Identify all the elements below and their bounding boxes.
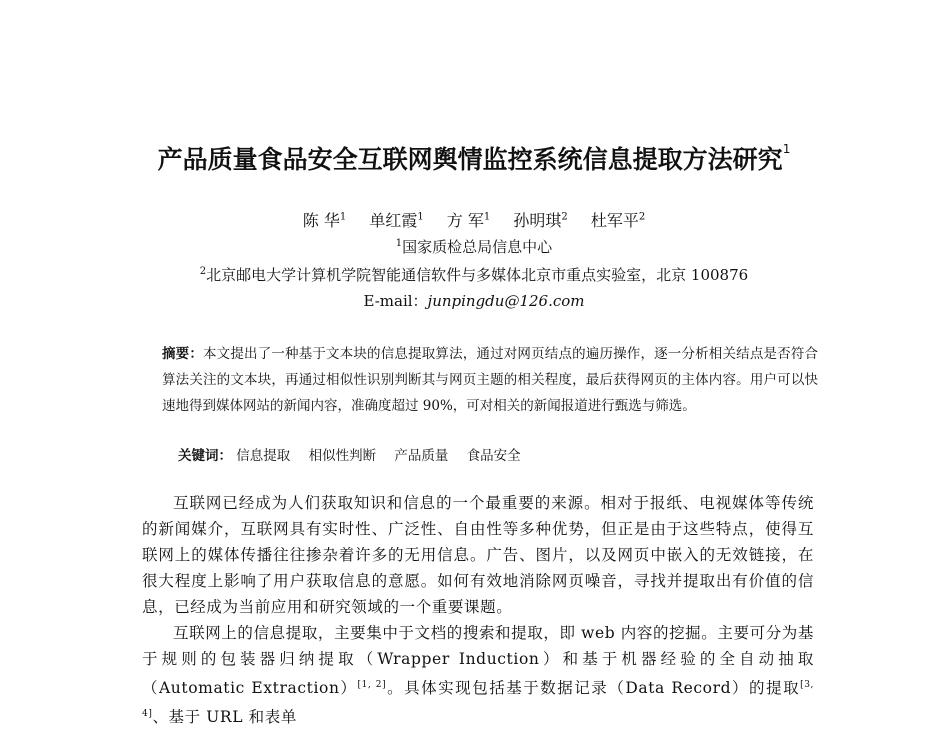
- abstract-text: 本文提出了一种基于文本块的信息提取算法，通过对网页结点的遍历操作，逐一分析相关结点是否符合算法关注的文本块，再通过相似性识别判断其与网页主题的相关程度，最后获得网页的主体内容。用户可以快速地得到媒体网站的新闻内容，准确度超过 90%，可对相关的新闻报道进行甄选与筛选。: [162, 346, 819, 414]
- paper-title: [0, 140, 948, 176]
- citation: [1, 2]: [357, 680, 387, 690]
- abstract-label: 摘要：: [162, 346, 204, 362]
- keyword: 食品安全: [466, 448, 521, 464]
- author: 单红霞$^1$: [369, 211, 424, 230]
- email-address: junpingdu@126.com: [427, 292, 585, 310]
- title-footnote-mark: 1: [782, 141, 791, 156]
- author-list: [0, 208, 948, 231]
- author: 杜军平$^2$: [590, 211, 646, 230]
- email-line: [0, 290, 948, 311]
- keyword: 信息提取: [236, 448, 291, 464]
- paragraph-2: 互联网上的信息提取，主要集中于文档的搜索和提取，即 web 内容的挖掘。主要可分为基于规则的包装器归纳提取（Wrapper Induction）和基于机器经验的全自动抽取（Automatic Extraction）[1, 2]。具体实现包括基于数据记录（Data Record）的提取[3, 4]、基于 URL 和表单: [142, 624, 815, 727]
- email-label: E-mail：: [363, 292, 428, 310]
- paragraph-1: 互联网已经成为人们获取知识和信息的一个最重要的来源。相对于报纸、电视媒体等传统的新闻媒介，互联网具有实时性、广泛性、自由性等多种优势，但正是由于这些特点，使得互联网上的媒体传播往往掺杂着许多的无用信息。广告、图片，以及网页中嵌入的无效链接，在很大程度上影响了用户获取信息的意愿。如何有效地消除网页噪音，寻找并提取出有价值的信息，已经成为当前应用和研究领域的一个重要课题。: [142, 494, 814, 616]
- title-text: 产品质量食品安全互联网舆情监控系统信息提取方法研究: [157, 145, 783, 174]
- keywords: [178, 444, 818, 464]
- body-text: [142, 490, 814, 730]
- keyword: 相似性判断: [308, 448, 377, 464]
- author: 陈 华$^1$: [302, 211, 347, 230]
- author: 方 军$^1$: [446, 211, 491, 230]
- citation: [3, 4]: [142, 680, 815, 720]
- affiliation-2: $^2$北京邮电大学计算机学院智能通信软件与多媒体北京市重点实验室，北京 100876: [199, 266, 749, 284]
- affiliation-1: $^1$国家质检总局信息中心: [395, 238, 553, 256]
- abstract: [162, 341, 818, 419]
- keyword: 产品质量: [394, 448, 449, 464]
- keywords-label: 关键词：: [178, 448, 232, 464]
- author: 孙明琪$^2$: [513, 211, 568, 230]
